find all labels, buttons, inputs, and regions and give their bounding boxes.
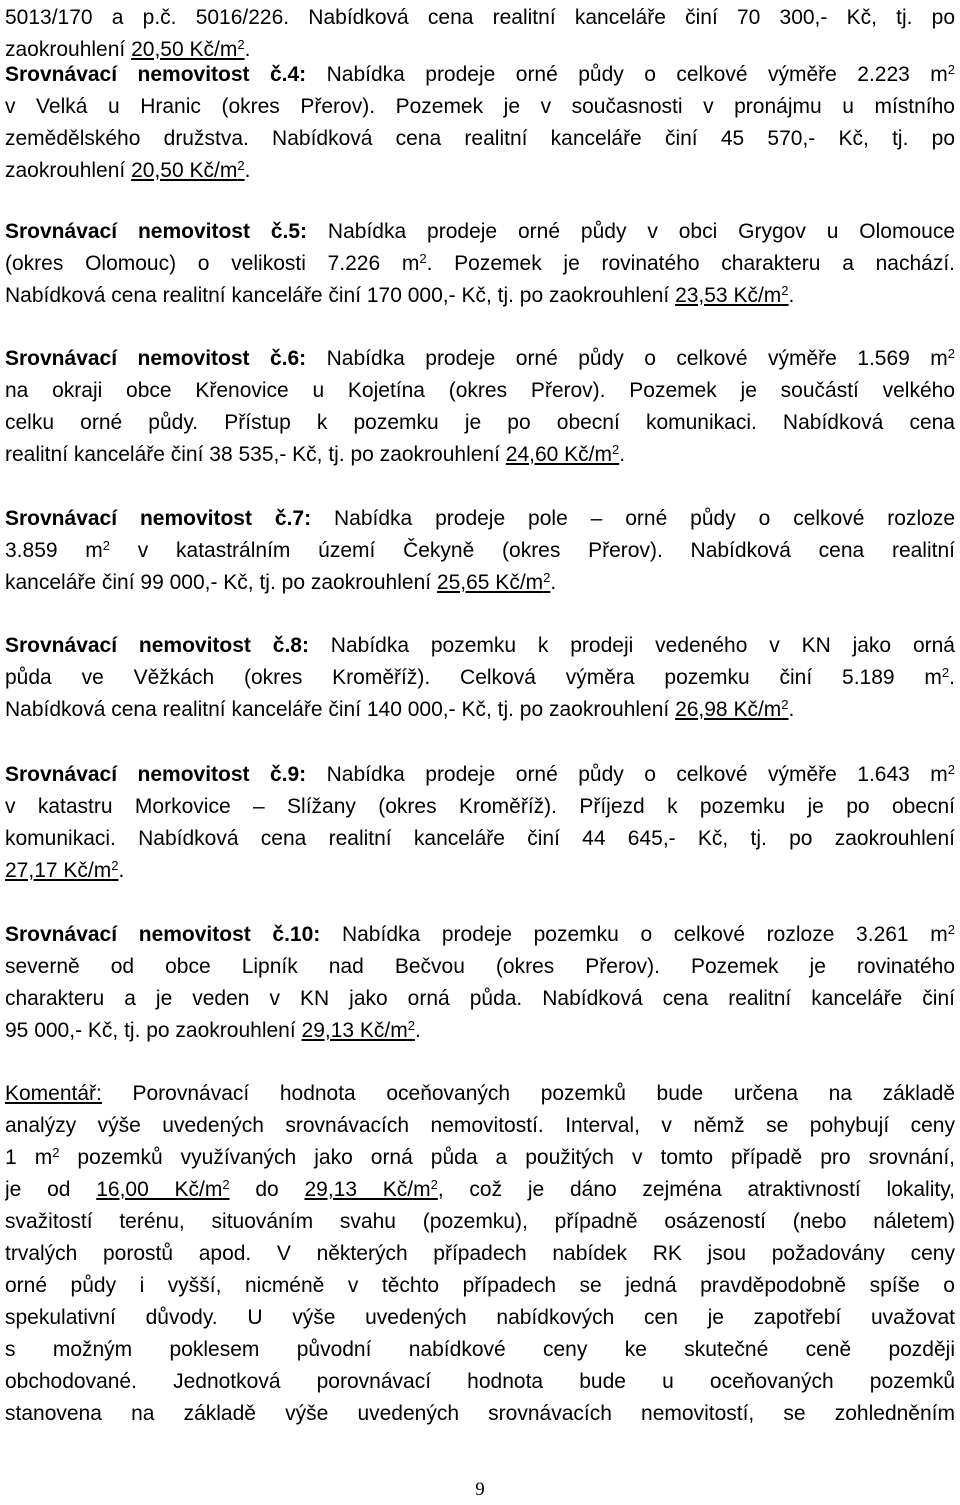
text-line: v katastru Morkovice – Slížany (okres Kroměříž). Příjezd k pozemku je po obecní: [5, 795, 955, 818]
page-number: 9: [475, 1479, 485, 1500]
price-per-m2: 20,50 $Kč/m^2$: [131, 37, 245, 61]
paragraph-item6: [5, 343, 955, 471]
price-per-m2: 23,53 $Kč/m^2$: [675, 283, 789, 307]
text-line: realitní kanceláře činí 38 535,- Kč, tj. po zaokrouhlení 24,60 $Kč/m^2$.: [5, 442, 626, 466]
text-line: obchodované. Jednotková porovnávací hodnota bude u oceňovaných pozemků: [5, 1370, 955, 1393]
comment-label: Komentář:: [5, 1082, 102, 1105]
text-line: Srovnávací nemovitost č.4: Nabídka prodeje orné půdy o celkové výměře 2.223 $m^2$: [5, 62, 955, 86]
item-label: Srovnávací nemovitost č.5:: [5, 220, 308, 243]
text-line: zaokrouhlení 20,50 $Kč/m^2$.: [5, 158, 251, 182]
item-label: Srovnávací nemovitost č.10:: [5, 923, 321, 946]
text-line: Srovnávací nemovitost č.6: Nabídka prodeje orné půdy o celkové výměře 1.569 $m^2$: [5, 346, 955, 370]
price-per-m2: 20,50 $Kč/m^2$: [131, 158, 245, 182]
text-line: je od 16,00 $Kč/m^2$ do 29,13 $Kč/m^2$, což je dáno zejména atraktivností lokality,: [5, 1177, 955, 1201]
text-line: Srovnávací nemovitost č.9: Nabídka prodeje orné půdy o celkové výměře 1.643 $m^2$: [5, 762, 955, 786]
text-line: Srovnávací nemovitost č.8: Nabídka pozemku k prodeji vedeného v KN jako orná: [5, 634, 955, 657]
paragraph-item7: [5, 503, 955, 599]
price-per-m2: 29,13 $Kč/m^2$: [301, 1018, 415, 1042]
price-per-m2: 24,60 $Kč/m^2$: [505, 442, 620, 466]
text-line: celku orné půdy. Přístup k pozemku je po obecní komunikaci. Nabídková cena: [5, 411, 955, 434]
item-label: Srovnávací nemovitost č.8:: [5, 634, 309, 657]
text-line: na okraji obce Křenovice u Kojetína (okres Přerov). Pozemek je součástí velkého: [5, 379, 955, 402]
text-line: v Velká u Hranic (okres Přerov). Pozemek je v současnosti v pronájmu u místního: [5, 95, 955, 118]
paragraph-item3-tail: [5, 2, 955, 66]
paragraph-item10: [5, 919, 955, 1047]
text-line: s možným poklesem původní nabídkové ceny ke skutečné ceně později: [5, 1338, 955, 1361]
paragraph-item5: [5, 216, 955, 312]
paragraph-item4: [5, 59, 955, 187]
text-line: Srovnávací nemovitost č.7: Nabídka prodeje pole – orné půdy o celkové rozloze: [5, 507, 955, 530]
text-line: charakteru a je veden v KN jako orná půda. Nabídková cena realitní kanceláře činí: [5, 987, 955, 1010]
price-per-m2: 26,98 $Kč/m^2$: [675, 697, 789, 721]
item-label: Srovnávací nemovitost č.7:: [5, 507, 312, 530]
item-label: Srovnávací nemovitost č.9:: [5, 763, 307, 786]
text-line: analýzy výše uvedených srovnávacích nemovitostí. Interval, v němž se pohybují ceny: [5, 1114, 955, 1137]
text-line: 1 $m^2$ pozemků využívaných jako orná půda a použitých v tomto případě pro srovnání,: [5, 1145, 955, 1169]
paragraph-item8: [5, 630, 955, 726]
text-line: spekulativní důvody. U výše uvedených nabídkových cen je zapotřebí uvažovat: [5, 1306, 955, 1329]
text-line: orné půdy i vyšší, nicméně v těchto případech se jedná pravděpodobně spíše o: [5, 1274, 955, 1297]
text-line: severně od obce Lipník nad Bečvou (okres Přerov). Pozemek je rovinatého: [5, 955, 955, 978]
text-line: Srovnávací nemovitost č.10: Nabídka prodeje pozemku o celkové rozloze 3.261 $m^2$: [5, 922, 955, 946]
paragraph-item9: [5, 759, 955, 887]
item-label: Srovnávací nemovitost č.4:: [5, 63, 307, 86]
text-line: svažitostí terénu, situováním svahu (pozemku), případně osázeností (nebo náletem): [5, 1210, 955, 1233]
text-line: trvalých porostů apod. V některých případech nabídek RK jsou požadovány ceny: [5, 1242, 955, 1265]
price-per-m2: 25,65 $Kč/m^2$: [436, 570, 551, 594]
text-line: kanceláře činí 99 000,- Kč, tj. po zaokrouhlení 25,65 $Kč/m^2$.: [5, 570, 557, 594]
text-line: zaokrouhlení 20,50 $Kč/m^2$.: [5, 37, 251, 61]
text-line: (okres Olomouc) o velikosti 7.226 $m^2$. Pozemek je rovinatého charakteru a nachází.: [5, 251, 955, 275]
text-line: Srovnávací nemovitost č.5: Nabídka prodeje orné půdy v obci Grygov u Olomouce: [5, 220, 955, 243]
text-line: stanovena na základě výše uvedených srovnávacích nemovitostí, se zohledněním: [5, 1402, 955, 1425]
text-line: 27,17 $Kč/m^2$.: [5, 858, 125, 882]
paragraph-comment: [5, 1078, 955, 1430]
item-label: Srovnávací nemovitost č.6:: [5, 347, 307, 370]
text-line: komunikaci. Nabídková cena realitní kanceláře činí 44 645,- Kč, tj. po zaokrouhlení: [5, 827, 955, 850]
text-line: půda ve Věžkách (okres Kroměříž). Celková výměra pozemku činí 5.189 $m^2$.: [5, 665, 955, 689]
price-range-to: 29,13 $Kč/m^2$: [304, 1177, 438, 1201]
text-line: 3.859 $m^2$ v katastrálním území Čekyně (okres Přerov). Nabídková cena realitní: [5, 538, 955, 562]
text-span: zaokrouhlení: [5, 38, 132, 61]
text-line: Nabídková cena realitní kanceláře činí 170 000,- Kč, tj. po zaokrouhlení 23,53 $Kč/m^2$.: [5, 283, 795, 307]
text-line: 95 000,- Kč, tj. po zaokrouhlení 29,13 $Kč/m^2$.: [5, 1018, 421, 1042]
text-line: Nabídková cena realitní kanceláře činí 140 000,- Kč, tj. po zaokrouhlení 26,98 $Kč/m^2$.: [5, 697, 795, 721]
text-line: Komentář: Porovnávací hodnota oceňovaných pozemků bude určena na základě: [5, 1082, 955, 1105]
price-per-m2: 27,17 $Kč/m^2$: [5, 858, 119, 882]
text-line: 5013/170 a p.č. 5016/226. Nabídková cena realitní kanceláře činí 70 300,- Kč, tj. po: [5, 6, 955, 29]
price-range-from: 16,00 $Kč/m^2$: [96, 1177, 230, 1201]
text-line: zemědělského družstva. Nabídková cena realitní kanceláře činí 45 570,- Kč, tj. po: [5, 127, 955, 150]
